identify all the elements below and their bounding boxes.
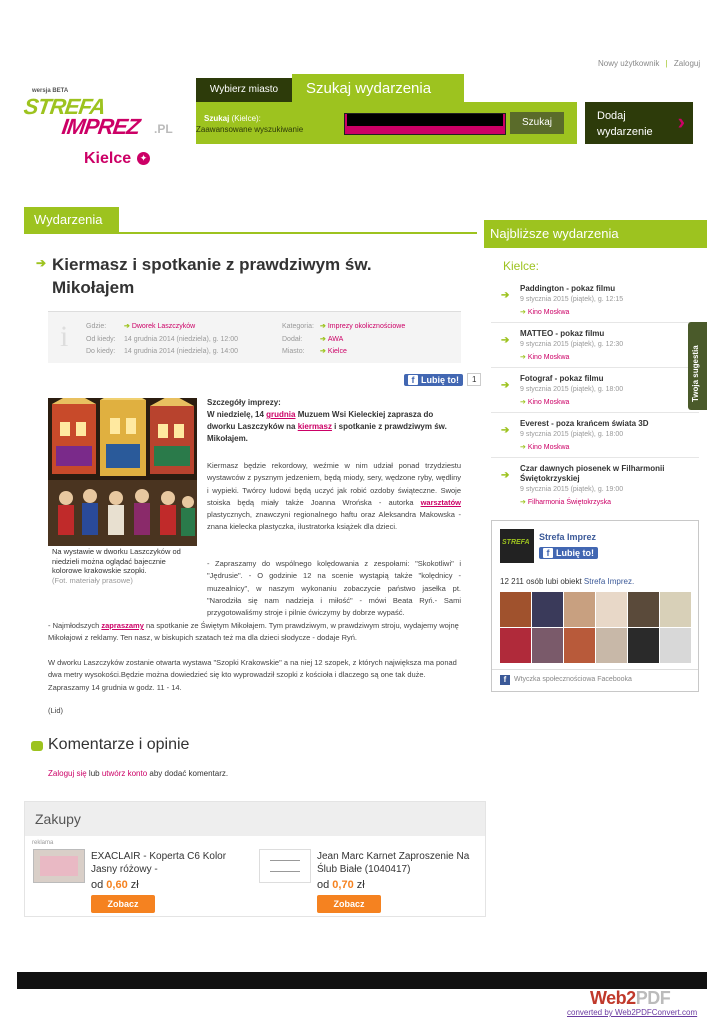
event-title: Kiermasz i spotkanie z prawdziwym św. Mikołajem [52,255,372,297]
photo-caption: Na wystawie w dworku Laszczyków od niedzieli można oglądać bajecznie kolorowe krakowskie szopki. (Fot. materiały prasowe) [52,547,197,585]
sidebar-event-title[interactable]: Fotograf - pokaz filmu [520,374,604,383]
arrow-right-icon: ➔ [501,290,510,301]
beta-label: wersja BETA [32,88,69,94]
sidebar-event-title[interactable]: MATTEO - pokaz filmu [520,329,605,338]
article-paragraph-2: - Zapraszamy do wspólnego kolędowania z zespołami: "Skokotliwi" i "Jędrusie". - O godzinie 12 na scenie wystąpią także "kolędnicy - muzealnicy", w naszym wykonaniu zobaczycie państwo jasełka pt. "Narodziła się nam nadzieja i miłość" - mówi Beata Ryń.- Sami przygotowaliśmy stroje i pilnie ćwiczymy by dobrze wypaść. [207,559,461,618]
arrow-right-icon: ➔ [36,256,47,270]
logo-line1: STREFA [22,94,107,119]
fb-faces-grid [500,592,692,664]
new-user-link[interactable]: Nowy użytkownik [598,59,660,68]
avatar[interactable] [596,628,627,663]
like-count: 1 [467,373,481,386]
sidebar-event-date: 9 stycznia 2015 (piątek), g. 18:00 [520,431,624,438]
envelope-thumbnail[interactable] [33,849,85,883]
comments-login-link[interactable]: Zaloguj się [48,769,87,778]
section-title: Wydarzenia [24,207,119,232]
search-button[interactable]: Szukaj [510,112,564,134]
avatar[interactable] [532,628,563,663]
facebook-small-icon: f [500,675,510,685]
article-paragraph-3: - Najmłodszych zapraszamy na spotkanie ze Świętym Mikołajem. Tym prawdziwym, w prawdziwym stroju, wydajemy wojnę Mikołajowi z reklamy. Ten nasz, w biskupich szatach też ma dla dzieci słodycze - dodaje Ryń. [48,621,459,643]
nativity-scenes-image [48,398,197,546]
category-link[interactable]: ➔ Imprezy okolicznościowe [320,323,406,330]
fb-plugin-label: Wtyczka społecznościowa Facebooka [514,676,632,683]
sidebar-event-venue[interactable]: ➔ Kino Moskwa [520,354,570,361]
add-event-line1: Dodaj [597,110,626,122]
search-input-inner[interactable] [347,114,503,126]
avatar[interactable] [628,628,659,663]
sidebar-event-date: 9 stycznia 2015 (piątek), g. 12:15 [520,296,624,303]
search-label: Szukaj (Kielce): [204,114,261,123]
link-warsztatow[interactable]: warsztatów [420,497,461,507]
comments-login-prompt: Zaloguj się lub utwórz konto aby dodać komentarz. [48,769,229,778]
comment-icon [31,741,43,751]
fb-like-button[interactable]: f Lubię to! [404,374,463,386]
advanced-search-link[interactable]: Zaawansowane wyszukiwanie [196,125,304,134]
product-2-name[interactable]: Jean Marc Karnet Zaproszenie Na Ślub Białe (1040417) [317,851,470,875]
sidebar-event-item[interactable] [491,369,699,413]
facebook-icon: f [408,375,418,385]
sidebar-event-venue[interactable]: ➔ Kino Moskwa [520,399,570,406]
sidebar-event-venue[interactable]: ➔ Kino Moskwa [520,444,570,451]
fb-divider [492,669,698,670]
suggestion-tab[interactable] [688,322,707,410]
city-link[interactable]: ➔ Kielce [320,348,347,355]
facebook-icon: f [543,548,553,558]
avatar[interactable] [660,628,691,663]
article-paragraph-1: Kiermasz będzie rekordowy, weźmie w nim udział ponad trzydziestu wystawców z pysznym jedzeniem, będą miody, sery, wędzone ryby, wędliny i wypieki. Twórcy ludowi będą uczyć jak robić ozdoby świąteczne. Swoje stoiska będą miały także Joanna Wrońska - autorka warsztatów plastycznych, znawczyni regionalnego haftu oraz Aleksandra Makowska - znana kielecka plastyczka, ilustratorka książek dla dzieci. [207,461,461,532]
avatar[interactable] [500,628,531,663]
product-1-name[interactable]: EXACLAIR - Koperta C6 Kolor Jasny różowy - [91,851,227,875]
sidebar-event-venue[interactable]: ➔ Kino Moskwa [520,309,570,316]
sidebar-event-venue[interactable]: ➔ Filharmonia Świętokrzyska [520,499,612,506]
avatar[interactable] [500,592,531,627]
site-logo[interactable] [24,88,184,178]
arrow-right-icon: ➔ [501,470,510,481]
event-photo [48,398,197,546]
link-kiermasz[interactable]: kiermasz [297,422,332,431]
avatar[interactable] [564,628,595,663]
fb-box-like[interactable]: f Lubię to! [539,547,598,559]
suggestion-tab-label: Twoja sugestia [691,345,700,402]
logo-suffix: .PL [154,122,173,136]
sidebar-event-item[interactable] [491,459,699,515]
web2pdf-logo[interactable]: Web2PDF [590,988,671,1008]
shopping-box [24,801,486,917]
event-meta: i Gdzie: Od kiedy: Do kiedy: ➔ Dworek Laszczyków 14 grudnia 2014 (niedziela), g. 12:00 14 grudnia 2014 (niedziela), g. 14:00 Kategoria: Dodał: Miasto: ➔ Imprezy okolicznościowe ➔ AWA ➔ Kielce [48,311,461,363]
web2pdf-link[interactable]: converted by Web2PDFConvert.com [567,1008,698,1017]
add-event-line2: wydarzenie [597,126,653,138]
product-1-button[interactable]: Zobacz [91,895,155,913]
avatar[interactable] [628,592,659,627]
arrow-right-icon: ➔ [501,380,510,391]
article-signature: (Lid) [48,706,64,715]
footer-bar [17,972,707,989]
author-link[interactable]: ➔ AWA [320,335,344,343]
login-link[interactable]: Zaloguj [673,59,701,68]
sidebar-event-title[interactable]: Paddington - pokaz filmu [520,284,616,293]
chevron-right-icon: › [677,109,685,134]
product-2-button[interactable]: Zobacz [317,895,381,913]
sidebar-event-date: 9 stycznia 2015 (piątek), g. 19:00 [520,486,624,493]
section-underline [24,232,477,234]
sidebar-title: Najbliższe wydarzenia [484,220,707,248]
avatar[interactable] [660,592,691,627]
sidebar-event-item[interactable] [491,324,699,368]
fb-count: 12 211 osób lubi obiekt Strefa Imprez. [500,577,635,586]
invitation-thumbnail[interactable] [259,849,311,883]
top-nav [598,59,700,68]
page-avatar[interactable]: STREFA [500,529,534,563]
link-grudnia[interactable]: grudnia [266,410,296,419]
link-zapraszamy[interactable]: zapraszamy [101,621,144,630]
logo-line2: IMPREZ [60,114,141,139]
arrow-right-icon: ➔ [501,425,510,436]
arrow-right-icon: ➔ [501,335,510,346]
product-2-price: od 0,70 zł [317,879,365,891]
facebook-box [491,520,699,692]
sidebar-event-date: 9 stycznia 2015 (piątek), g. 18:00 [520,386,624,393]
venue-link[interactable]: ➔ Dworek Laszczyków [124,323,196,330]
sidebar-event-title[interactable]: Everest - poza krańcem świata 3D [520,419,649,428]
comments-title: Komentarze i opinie [48,736,190,753]
search-input[interactable] [344,113,506,135]
photo-source: (Fot. materiały prasowe) [52,575,133,585]
article-paragraph-4: W dworku Laszczyków zostanie otwarta wystawa "Szopki Krakowskie" a na niej 12 szopek, z których największa ma ponad dwa metry wysokości.Będzie można dowiedzieć się kto wyprowadził szopki z kościoła i dlaczego są one tak duże. Zapraszamy 14 grudnia w godz. 11 - 14. [48,658,457,692]
avatar[interactable] [564,592,595,627]
add-event-button[interactable] [585,102,693,144]
avatar[interactable] [532,592,563,627]
comments-register-link[interactable]: utwórz konto [101,769,148,778]
sidebar-event-date: 9 stycznia 2015 (piątek), g. 12:30 [520,341,624,348]
sidebar-event-item[interactable] [491,414,699,458]
search-title: Szukaj wydarzenia [292,74,452,102]
article-lead: Szczegóły imprezy: W niedzielę, 14 grudnia Muzuem Wsi Kieleckiej zaprasza do dworku Laszczyków na kiermasz i spotkanie z prawdziwym św. Mikołajem. [207,398,447,443]
sidebar-event-item[interactable] [491,279,699,323]
info-icon: i [60,320,69,353]
pin-icon: ✦ [137,152,150,165]
search-panel [196,102,577,144]
product-1-price: od 0,60 zł [91,879,139,891]
choose-city-tab[interactable]: Wybierz miasto [196,78,292,102]
sidebar-city: Kielce: [503,259,540,273]
shopping-title: Zakupy [25,802,485,836]
ad-label: reklama [32,840,54,846]
fb-like[interactable] [404,373,481,386]
logo-city: Kielce [84,150,132,167]
fb-page-name[interactable]: Strefa Imprez [539,532,597,542]
sidebar-event-title[interactable]: Czar dawnych piosenek w Filharmonii Świętokrzyskiej [520,464,665,483]
tab-corner [452,74,464,102]
nav-separator: | [665,59,668,68]
avatar[interactable] [596,592,627,627]
